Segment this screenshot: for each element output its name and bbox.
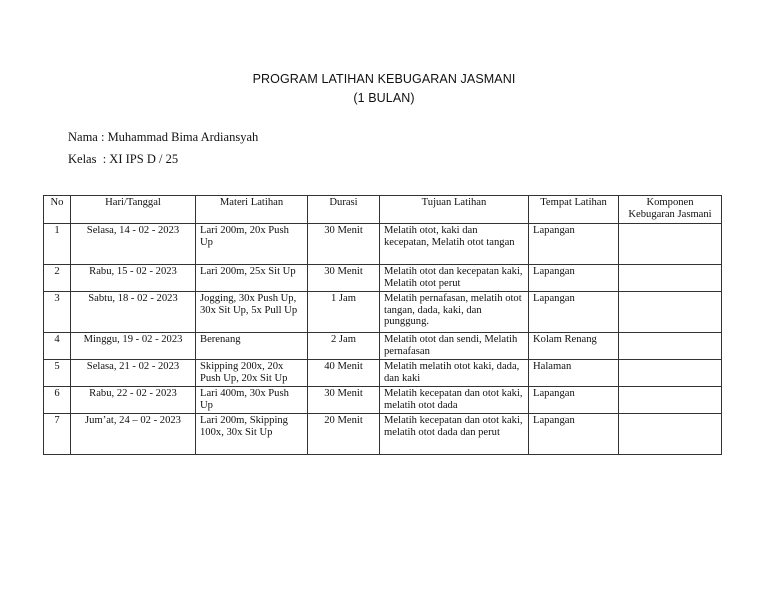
- cell-tujuan-latihan: Melatih otot, kaki dan kecepatan, Melatih otot tangan: [380, 224, 529, 265]
- cell-materi-latihan: Lari 200m, Skipping 100x, 30x Sit Up: [196, 414, 308, 455]
- cell-tujuan-latihan: Melatih otot dan kecepatan kaki, Melatih otot perut: [380, 265, 529, 292]
- header-durasi: Durasi: [308, 196, 380, 224]
- header-tempat-latihan: Tempat Latihan: [529, 196, 619, 224]
- cell-hari-tanggal: Rabu, 22 - 02 - 2023: [71, 387, 196, 414]
- cell-komponen: [619, 224, 722, 265]
- exercise-program-table: [43, 195, 722, 455]
- cell-tujuan-latihan: Melatih kecepatan dan otot kaki, melatih otot dada dan perut: [380, 414, 529, 455]
- table-row: [44, 387, 722, 414]
- cell-materi-latihan: Berenang: [196, 333, 308, 360]
- cell-tempat-latihan: Lapangan: [529, 265, 619, 292]
- cell-durasi: 20 Menit: [308, 414, 380, 455]
- cell-hari-tanggal: Jum’at, 24 – 02 - 2023: [71, 414, 196, 455]
- cell-no: 3: [44, 292, 71, 333]
- cell-komponen: [619, 333, 722, 360]
- cell-komponen: [619, 292, 722, 333]
- cell-materi-latihan: Lari 400m, 30x Push Up: [196, 387, 308, 414]
- student-name: Nama : Muhammad Bima Ardiansyah: [68, 130, 259, 144]
- cell-durasi: 30 Menit: [308, 224, 380, 265]
- cell-no: 5: [44, 360, 71, 387]
- cell-no: 2: [44, 265, 71, 292]
- cell-tempat-latihan: Lapangan: [529, 292, 619, 333]
- header-materi-latihan: Materi Latihan: [196, 196, 308, 224]
- cell-tempat-latihan: Halaman: [529, 360, 619, 387]
- header-no: No: [44, 196, 71, 224]
- cell-durasi: 40 Menit: [308, 360, 380, 387]
- cell-komponen: [619, 414, 722, 455]
- cell-durasi: 30 Menit: [308, 387, 380, 414]
- cell-tujuan-latihan: Melatih pernafasan, melatih otot tangan, dada, kaki, dan punggung.: [380, 292, 529, 333]
- cell-materi-latihan: Jogging, 30x Push Up, 30x Sit Up, 5x Pull Up: [196, 292, 308, 333]
- table-row: [44, 414, 722, 455]
- cell-durasi: 1 Jam: [308, 292, 380, 333]
- cell-materi-latihan: Lari 200m, 20x Push Up: [196, 224, 308, 265]
- cell-komponen: [619, 360, 722, 387]
- table-row: [44, 224, 722, 265]
- cell-tempat-latihan: Kolam Renang: [529, 333, 619, 360]
- header-tujuan-latihan: Tujuan Latihan: [380, 196, 529, 224]
- cell-durasi: 2 Jam: [308, 333, 380, 360]
- table-row: [44, 265, 722, 292]
- cell-hari-tanggal: Selasa, 21 - 02 - 2023: [71, 360, 196, 387]
- cell-no: 1: [44, 224, 71, 265]
- cell-materi-latihan: Lari 200m, 25x Sit Up: [196, 265, 308, 292]
- header-hari-tanggal: Hari/Tanggal: [71, 196, 196, 224]
- student-class: Kelas : XI IPS D / 25: [68, 152, 179, 166]
- cell-no: 4: [44, 333, 71, 360]
- cell-no: 6: [44, 387, 71, 414]
- cell-tujuan-latihan: Melatih otot dan sendi, Melatih pernafasan: [380, 333, 529, 360]
- cell-no: 7: [44, 414, 71, 455]
- cell-hari-tanggal: Sabtu, 18 - 02 - 2023: [71, 292, 196, 333]
- cell-hari-tanggal: Selasa, 14 - 02 - 2023: [71, 224, 196, 265]
- document-subtitle: (1 BULAN): [353, 91, 415, 105]
- cell-tempat-latihan: Lapangan: [529, 387, 619, 414]
- table-header-row: [44, 196, 722, 224]
- table-row: [44, 333, 722, 360]
- cell-hari-tanggal: Minggu, 19 - 02 - 2023: [71, 333, 196, 360]
- cell-tempat-latihan: Lapangan: [529, 224, 619, 265]
- cell-tempat-latihan: Lapangan: [529, 414, 619, 455]
- cell-tujuan-latihan: Melatih melatih otot kaki, dada, dan kaki: [380, 360, 529, 387]
- cell-durasi: 30 Menit: [308, 265, 380, 292]
- table-row: [44, 292, 722, 333]
- cell-hari-tanggal: Rabu, 15 - 02 - 2023: [71, 265, 196, 292]
- header-komponen-kebugaran: Komponen Kebugaran Jasmani: [619, 196, 722, 224]
- cell-materi-latihan: Skipping 200x, 20x Push Up, 20x Sit Up: [196, 360, 308, 387]
- cell-komponen: [619, 387, 722, 414]
- cell-komponen: [619, 265, 722, 292]
- table-row: [44, 360, 722, 387]
- cell-tujuan-latihan: Melatih kecepatan dan otot kaki, melatih otot dada: [380, 387, 529, 414]
- document-title: PROGRAM LATIHAN KEBUGARAN JASMANI: [252, 72, 516, 86]
